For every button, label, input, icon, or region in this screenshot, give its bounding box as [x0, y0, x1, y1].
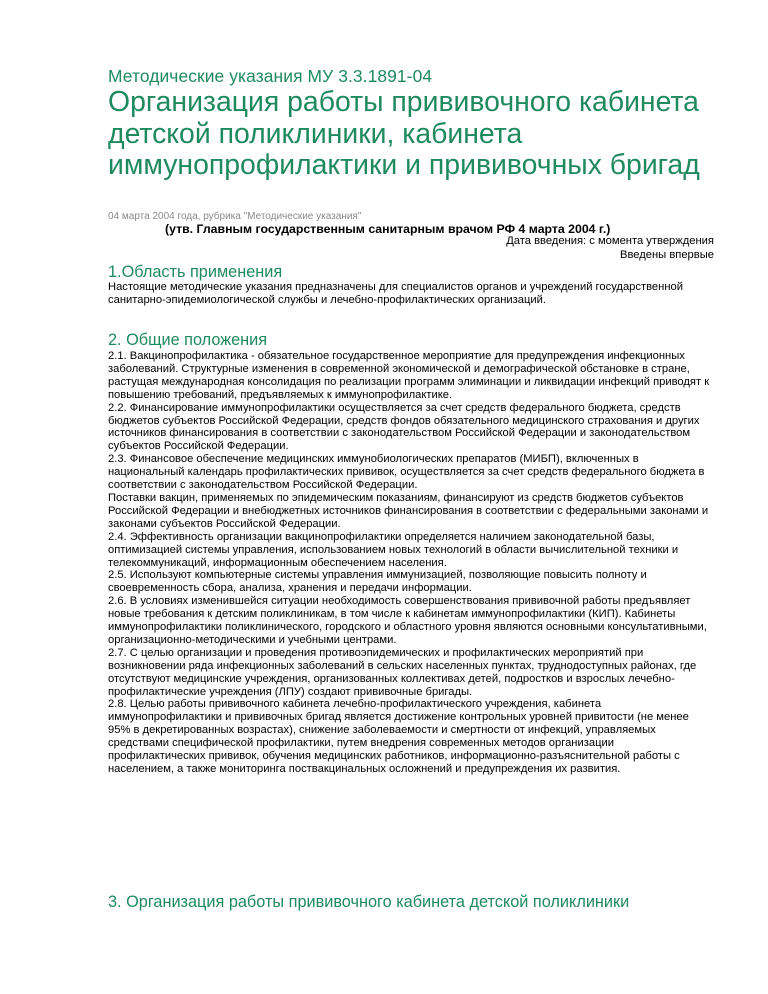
document-pretitle: Методические указания МУ 3.3.1891-04 [108, 66, 433, 86]
publication-meta: 04 марта 2004 года, рубрика "Методические указания" [108, 211, 362, 222]
paragraph-2-5: 2.5. Используют компьютерные системы управления иммунизацией, позволяющие повысить полноту и своевременность сбора, анализа, хранения и передачи информации. [108, 569, 647, 595]
section-2-heading: 2. Общие положения [108, 331, 268, 349]
approval-note: (утв. Главным государственным санитарным врачом РФ 4 марта 2004 г.) [165, 222, 611, 236]
section-1-heading: 1.Область применения [108, 263, 283, 281]
paragraph-2-3-supply: Поставки вакцин, применяемых по эпидемическим показаниям, финансируют из средств бюджетов субъектов Российской Федерации и внебюджетных источников финансирования в соответствии с федеральными законами и законами субъектов Российской Федерации. [108, 491, 709, 530]
effective-date: Дата введения: с момента утверждения [506, 235, 714, 247]
paragraph-2-4: 2.4. Эффективность организации вакцинопрофилактики определяется наличием законодательной базы, оптимизацией системы управления, использованием новых технологий в области вычислительной техники и телекоммуникаций, информационным обеспечением населения. [108, 530, 679, 569]
paragraph-2-1: 2.1. Вакцинопрофилактика - обязательное государственное мероприятие для предупреждения инфекционных заболеваний. Структурные изменения в современной экономической и демографической обстановке в стране, растущая международная консолидация по реализации программ элиминации и ликвидации инфекций приводят к повышению требований, предъявляемых к иммунопрофилактике. [108, 350, 710, 401]
section-1-body [108, 281, 710, 307]
paragraph-2-8: 2.8. Целью работы прививочного кабинета лечебно-профилактического учреждения, кабинета иммунопрофилактики и прививочных бригад является достижение контрольных уровней привитости (не менее 95% в декретированных возрастах), снижение заболеваемости и смертности от инфекций, управляемых средствами специфической профилактики, путем внедрения современных методов организации профилактических прививок, обучения медицинских работников, информационно-разъяснительной работы с населением, а также мониторинга поствакцинальных осложнений и предупреждения их развития. [108, 698, 689, 775]
section-1-paragraph: Настоящие методические указания предназначены для специалистов органов и учреждений государственной санитарно-эпидемиологической службы и лечебно-профилактических организаций. [108, 281, 683, 306]
section-3-heading: 3. Организация работы прививочного кабинета детской поликлиники [108, 893, 630, 911]
introduced-note: Введены впервые [620, 249, 714, 261]
paragraph-2-6: 2.6. В условиях изменившейся ситуации необходимость совершенствования прививочной работы предъявляет новые требования к детским поликлиникам, в том числе к кабинетам иммунопрофилактики (КИП). Кабинеты иммунопрофилактики поликлинического, городского и областного уровня являются основными консультативными, организационно-методическими и учебными центрами. [108, 595, 707, 646]
section-2-body [108, 350, 710, 776]
paragraph-2-3: 2.3. Финансовое обеспечение медицинских иммунобиологических препаратов (МИБП), включенных в национальный календарь профилактических прививок, осуществляется за счет средств федерального бюджета в соответствии с законодательством Российской Федерации. [108, 453, 705, 492]
paragraph-2-2: 2.2. Финансирование иммунопрофилактики осуществляется за счет средств федерального бюджета, средств бюджетов субъектов Российской Федерации, средств фондов обязательного медицинского страхования и других источников финансирования в соответствии с законодательством Российской Федерации и законодательством субъектов Российской Федерации. [108, 401, 700, 453]
paragraph-2-7: 2.7. С целью организации и проведения противоэпидемических и профилактических мероприятий при возникновении ряда инфекционных заболеваний в сельских населенных пунктах, труднодоступных районах, где отсутствуют медицинские учреждения, организованных коллективах детей, подростков и взрослых лечебно-профилактические учреждения (ЛПУ) создают прививочные бригады. [108, 646, 697, 698]
document-title: Организация работы прививочного кабинета детской поликлиники, кабинета иммунопрофилактики и прививочных бригад [108, 86, 700, 181]
